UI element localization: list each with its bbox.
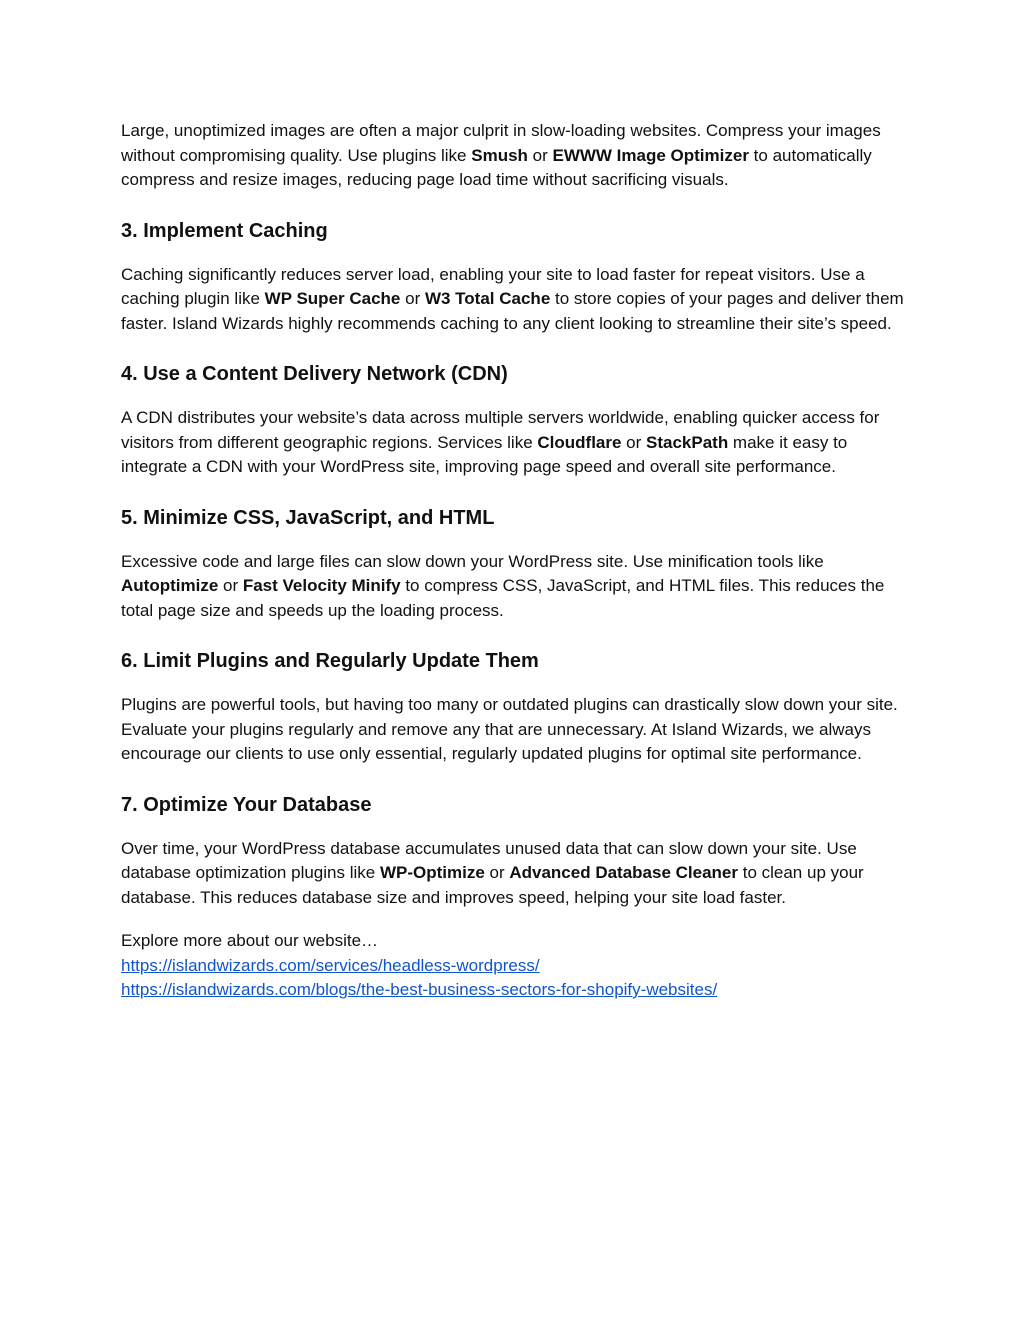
heading-limit-plugins: 6. Limit Plugins and Regularly Update Them xyxy=(121,650,539,672)
minify-paragraph xyxy=(121,550,911,624)
plugins-paragraph: Plugins are powerful tools, but having too many or outdated plugins can drastically slow down your site. Evaluate your plugins regularly and remove any that are unnecessary. At Island Wizards, we always encourage our clients to use only essential, regularly updated plugins for optimal site performance. xyxy=(121,695,898,763)
minify-text-1: Excessive code and large files can slow down your WordPress site. Use minification tools like xyxy=(121,551,824,571)
service-cloudflare: Cloudflare xyxy=(537,432,622,452)
explore-block xyxy=(121,929,911,1003)
plugin-wp-optimize: WP-Optimize xyxy=(379,863,485,882)
intro-text-1: Large, unoptimized images are often a major culprit in slow-loading websites. Compress your images without compromising quality. Use plugins like xyxy=(121,121,881,165)
intro-paragraph xyxy=(121,119,911,193)
plugin-autoptimize: Autoptimize xyxy=(121,576,219,595)
heading-minimize-code: 5. Minimize CSS, JavaScript, and HTML xyxy=(121,506,495,529)
caching-text-2: or xyxy=(400,289,425,308)
heading-optimize-database: 7. Optimize Your Database xyxy=(121,793,372,816)
minify-text-3: to compress CSS, JavaScript, and HTML files. This reduces the total page size and speeds up the loading process. xyxy=(121,576,885,620)
intro-text-3: to automatically compress and resize images, reducing page load time without sacrificing visuals. xyxy=(121,145,872,189)
explore-label: Explore more about our website… xyxy=(121,931,379,950)
database-text-2: or xyxy=(484,863,510,882)
caching-text-1: Caching significantly reduces server load, enabling your site to load faster for repeat visitors. Use a caching plugin like xyxy=(121,264,865,308)
cdn-paragraph xyxy=(121,406,911,480)
plugin-w3-total-cache: W3 Total Cache xyxy=(424,289,551,308)
cdn-text-3: make it easy to integrate a CDN with your WordPress site, improving page speed and overall site performance. xyxy=(121,432,848,476)
plugin-fast-velocity-minify: Fast Velocity Minify xyxy=(242,576,401,595)
document-page xyxy=(121,119,911,1003)
database-paragraph xyxy=(121,837,911,911)
minify-text-2: or xyxy=(218,576,243,595)
caching-text-3: to store copies of your pages and deliver them faster. Island Wizards highly recommends caching to any client looking to streamline their site’s speed. xyxy=(121,289,904,333)
plugin-advanced-database-cleaner: Advanced Database Cleaner xyxy=(509,863,738,882)
service-stackpath: StackPath xyxy=(646,432,729,452)
cdn-text-1: A CDN distributes your website’s data across multiple servers worldwide, enabling quicker access for visitors from different geographic regions. Services like xyxy=(121,408,880,452)
cdn-text-2: or xyxy=(621,432,646,452)
plugin-smush: Smush xyxy=(471,145,528,165)
plugin-wp-super-cache: WP Super Cache xyxy=(264,289,401,308)
intro-text-2: or xyxy=(527,145,553,165)
database-text-1: Over time, your WordPress database accumulates unused data that can slow down your site. Use database optimization plugins like xyxy=(121,838,857,882)
caching-paragraph xyxy=(121,263,911,337)
database-text-3: to clean up your database. This reduces database size and improves speed, helping your site load faster. xyxy=(121,863,864,907)
plugin-ewww: EWWW Image Optimizer xyxy=(552,145,749,165)
link-headless-wordpress[interactable]: https://islandwizards.com/services/headless-wordpress/ xyxy=(121,955,540,975)
link-shopify-business-sectors[interactable]: https://islandwizards.com/blogs/the-best-business-sectors-for-shopify-websites/ xyxy=(121,980,718,999)
heading-implement-caching: 3. Implement Caching xyxy=(121,219,328,242)
heading-cdn: 4. Use a Content Delivery Network (CDN) xyxy=(121,363,508,385)
